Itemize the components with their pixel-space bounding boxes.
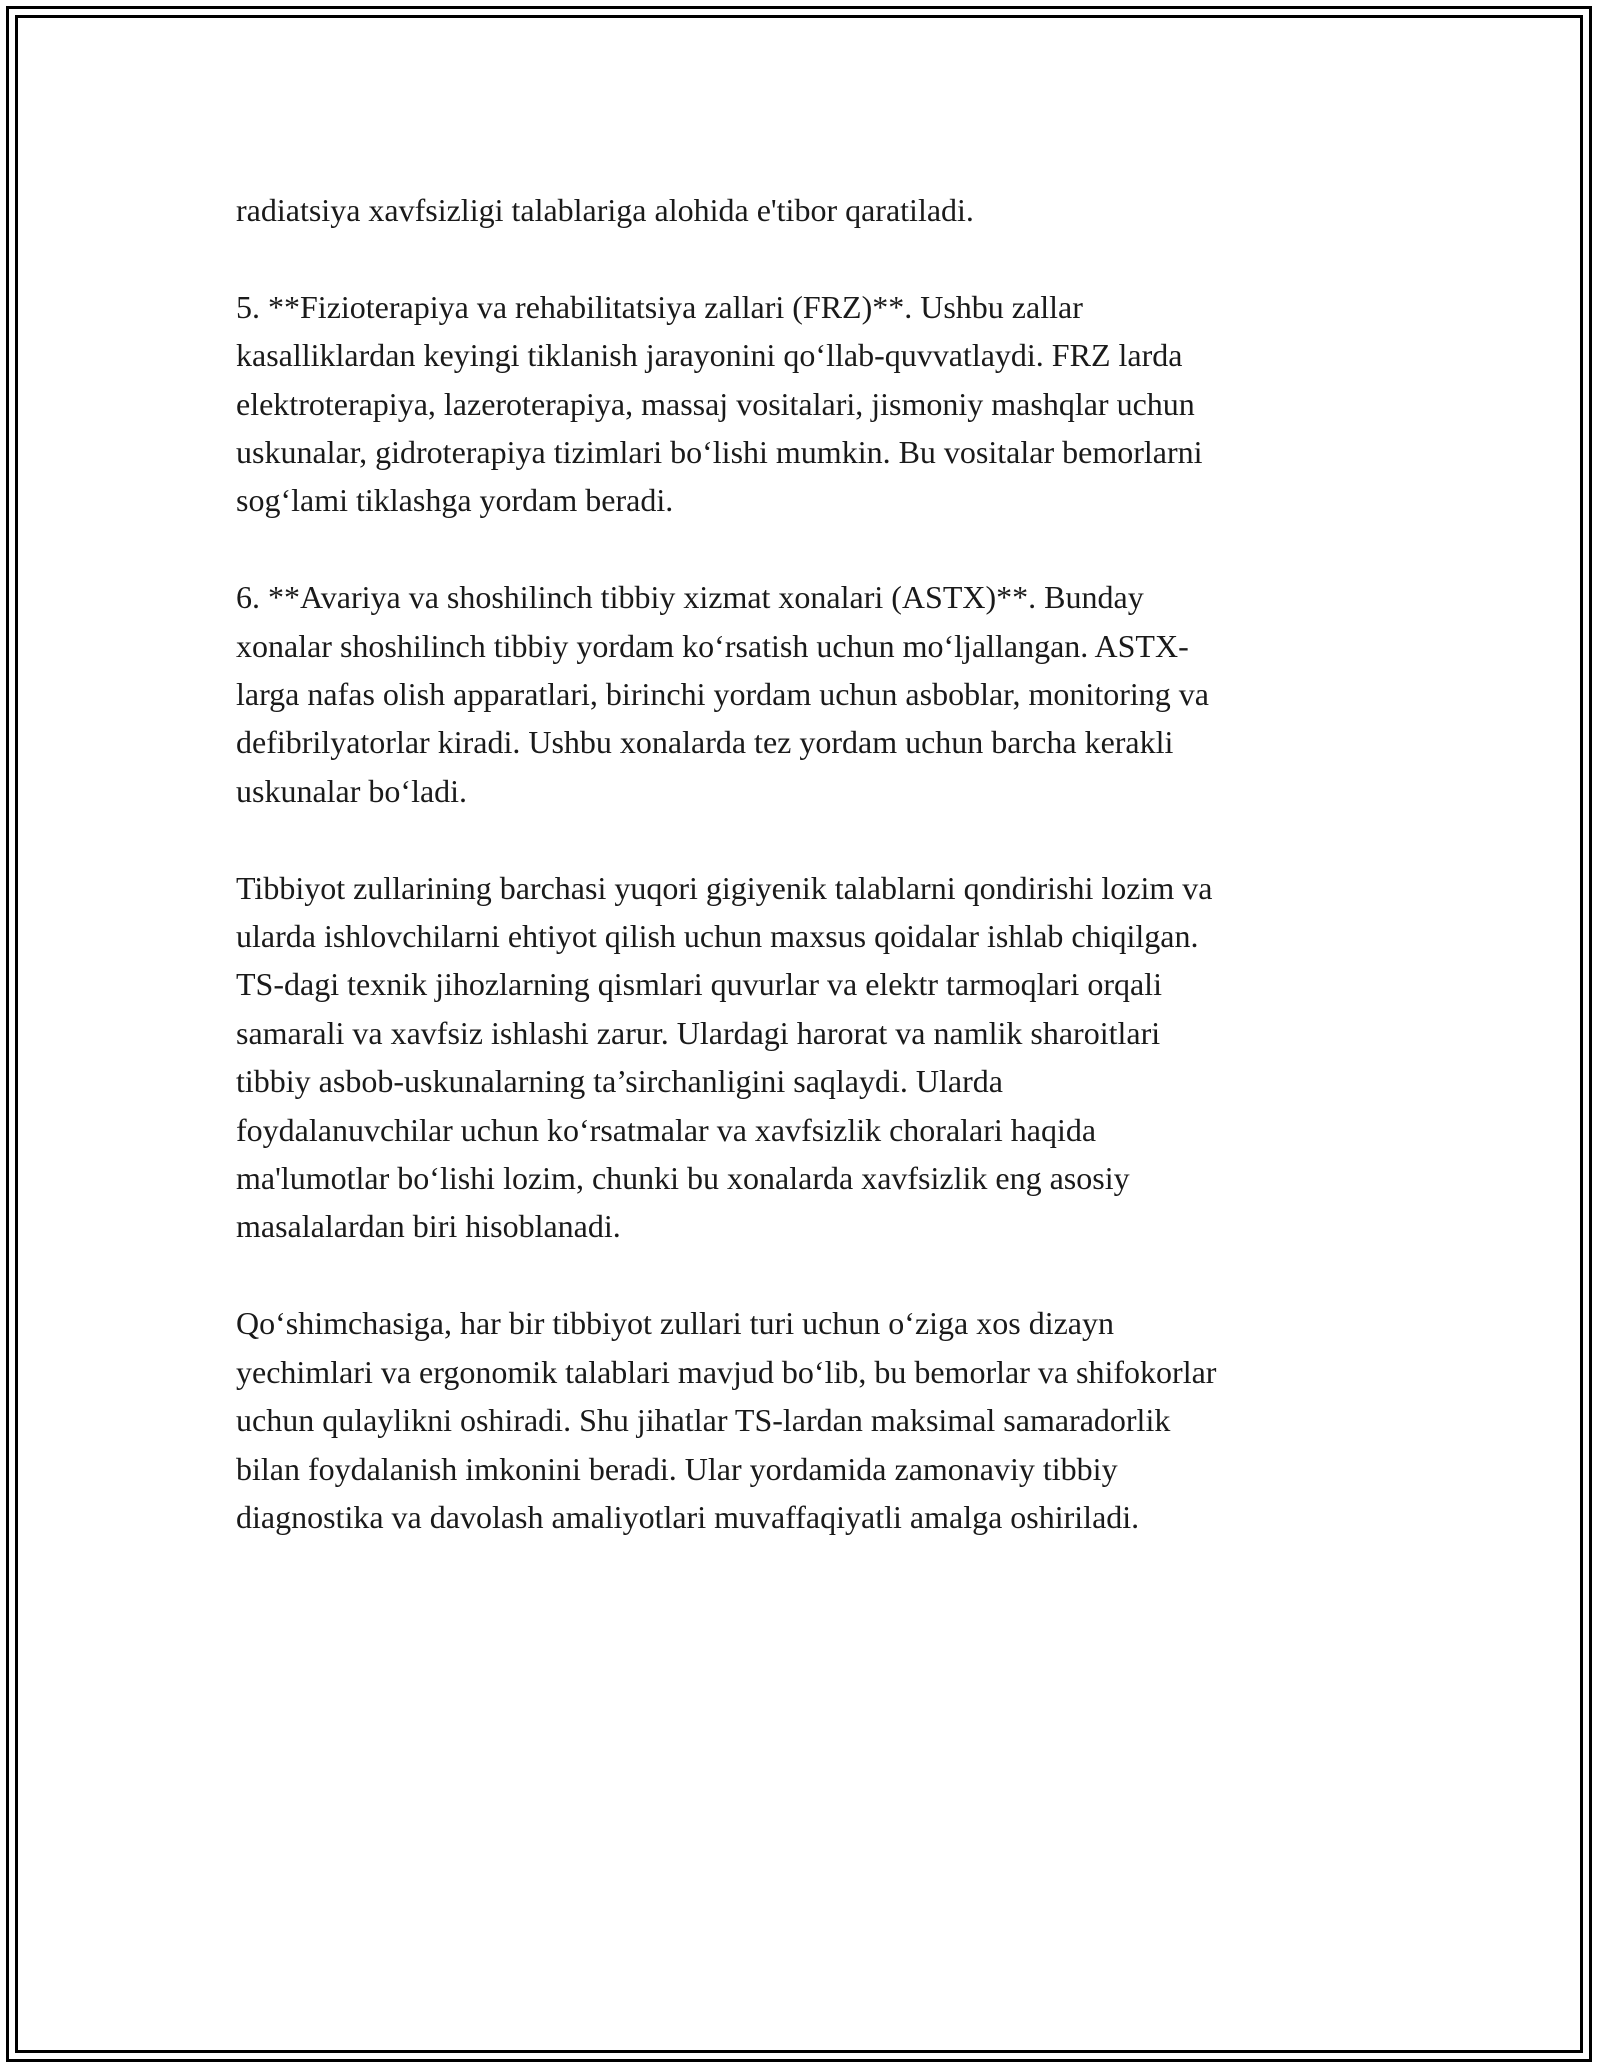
text-line: Qo‘shimchasiga, har bir tibbiyot zullari turi uchun o‘ziga xos dizayn <box>236 1305 1114 1342</box>
text-line: masalalardan biri hisoblanadi. <box>236 1208 621 1245</box>
text-line: kasalliklardan keyingi tiklanish jarayonini qo‘llab-quvvatlaydi. FRZ larda <box>236 337 1183 374</box>
text-line: sog‘lami tiklashga yordam beradi. <box>236 482 674 519</box>
text-line: uskunalar bo‘ladi. <box>236 772 468 809</box>
paragraph-physiotherapy-halls <box>236 283 1376 525</box>
text-line: diagnostika va davolash amaliyotlari muvaffaqiyatli amalga oshiriladi. <box>236 1498 1140 1535</box>
text-line: larga nafas olish apparatlari, birinchi yordam uchun asboblar, monitoring va <box>236 676 1209 713</box>
paragraph-hygiene-requirements <box>236 864 1376 1251</box>
text-line: xonalar shoshilinch tibbiy yordam ko‘rsatish uchun mo‘ljallangan. ASTX- <box>236 627 1189 664</box>
text-line: ma'lumotlar bo‘lishi lozim, chunki bu xonalarda xavfsizlik eng asosiy <box>236 1160 1130 1197</box>
paragraph-emergency-rooms <box>236 573 1376 815</box>
text-line: elektroterapiya, lazeroterapiya, massaj vositalari, jismoniy mashqlar uchun <box>236 385 1195 422</box>
document-body <box>236 186 1376 1590</box>
text-line: tibbiy asbob-uskunalarning ta’sirchanligini saqlaydi. Ularda <box>236 1063 1003 1100</box>
text-line: 5. **Fizioterapiya va rehabilitatsiya zallari (FRZ)**. Ushbu zallar <box>236 288 1083 325</box>
paragraph-radiation-safety <box>236 186 1376 234</box>
text-line: uskunalar, gidroterapiya tizimlari bo‘lishi mumkin. Bu vositalar bemorlarni <box>236 434 1203 471</box>
text-line: uchun qulaylikni oshiradi. Shu jihatlar TS-lardan maksimal samaradorlik <box>236 1402 1171 1439</box>
text-line: 6. **Avariya va shoshilinch tibbiy xizmat xonalari (ASTX)**. Bunday <box>236 579 1144 616</box>
text-line: bilan foydalanish imkonini beradi. Ular yordamida zamonaviy tibbiy <box>236 1450 1118 1487</box>
text-line: samarali va xavfsiz ishlashi zarur. Ulardagi harorat va namlik sharoitlari <box>236 1014 1161 1051</box>
text-line: foydalanuvchilar uchun ko‘rsatmalar va xavfsizlik choralari haqida <box>236 1111 1097 1148</box>
text-line: radiatsiya xavfsizligi talablariga alohida e'tibor qaratiladi. <box>236 192 974 228</box>
paragraph-design-ergonomics <box>236 1299 1376 1541</box>
text-line: ularda ishlovchilarni ehtiyot qilish uchun maxsus qoidalar ishlab chiqilgan. <box>236 918 1199 955</box>
text-line: yechimlari va ergonomik talablari mavjud bo‘lib, bu bemorlar va shifokorlar <box>236 1353 1217 1390</box>
text-line: defibrilyatorlar kiradi. Ushbu xonalarda tez yordam uchun barcha kerakli <box>236 724 1174 761</box>
text-line: TS-dagi texnik jihozlarning qismlari quvurlar va elektr tarmoqlari orqali <box>236 966 1162 1003</box>
text-line: Tibbiyot zullarining barchasi yuqori gigiyenik talablarni qondirishi lozim va <box>236 869 1213 906</box>
